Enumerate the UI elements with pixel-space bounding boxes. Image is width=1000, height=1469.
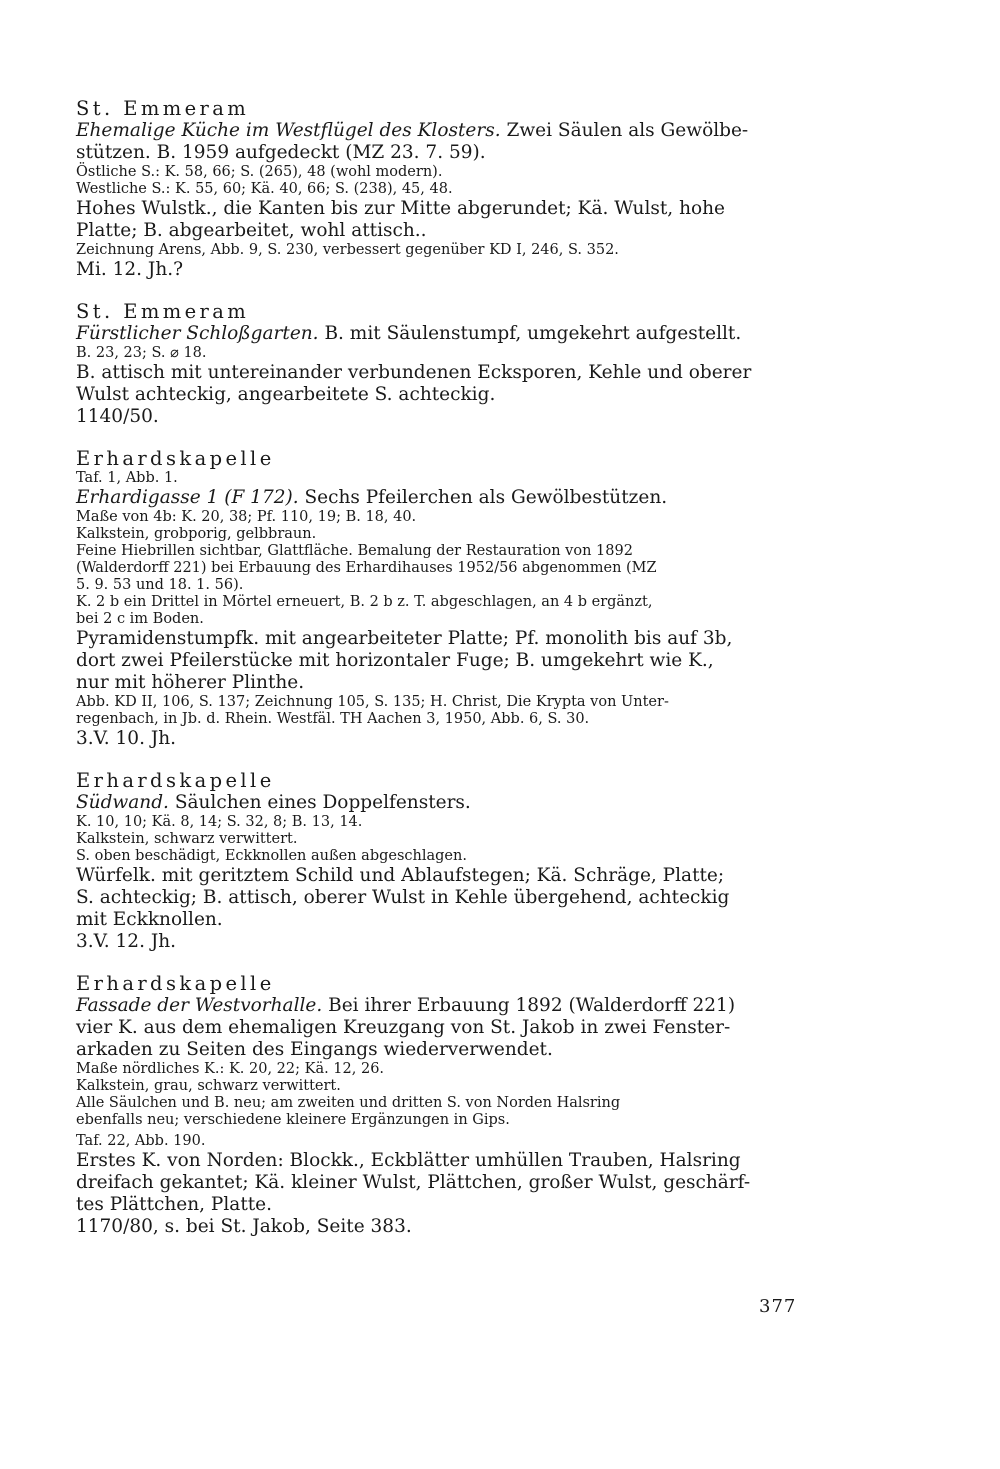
entry-detail-line <box>76 1061 796 1078</box>
entry-text: Sechs Pfeilerchen als Gewölbestützen. <box>298 487 668 508</box>
page-number: 377 <box>759 1296 797 1317</box>
entry-description-line <box>76 1150 796 1172</box>
entry-text: Maße von 4b: K. 20, 38; Pf. 110, 19; B. 18, 40. <box>76 509 417 525</box>
entry-detail-line <box>76 164 796 181</box>
entry-description-line <box>76 406 796 428</box>
entry-detail-line <box>76 526 796 543</box>
entry-text: Erstes K. von Norden: Blockk., Eckblätter umhüllen Trauben, Halsring <box>76 1150 741 1171</box>
entry-text: Zwei Säulen als Gewölbe- <box>500 120 749 141</box>
entry-detail-line <box>76 509 796 526</box>
entry-description-line <box>76 1017 796 1039</box>
entry-detail-line <box>76 470 796 487</box>
entry-text: Platte; B. abgearbeitet, wohl attisch.. <box>76 220 427 241</box>
entry-text: stützen. B. 1959 aufgedeckt (MZ 23. 7. 59). <box>76 142 486 163</box>
entry-description-line <box>76 728 796 750</box>
entry-text: dreifach gekantet; Kä. kleiner Wulst, Plättchen, großer Wulst, geschärf- <box>76 1172 751 1193</box>
catalog-entry <box>76 301 796 428</box>
entry-text: vier K. aus dem ehemaligen Kreuzgang von St. Jakob in zwei Fenster- <box>76 1017 731 1038</box>
entry-description-line <box>76 1172 796 1194</box>
entry-detail-line <box>76 1078 796 1095</box>
entry-object-title: Fürstlicher Schloßgarten. <box>76 323 319 344</box>
entry-text: Kalkstein, schwarz verwittert. <box>76 831 298 847</box>
entry-text: tes Plättchen, Platte. <box>76 1194 273 1215</box>
entry-detail-line <box>76 694 796 711</box>
entry-description-line <box>76 995 796 1017</box>
entry-text: Säulchen eines Doppelfensters. <box>168 792 471 813</box>
entry-description-line <box>76 1194 796 1216</box>
entry-text: B. mit Säulenstumpf, umgekehrt aufgestellt. <box>318 323 742 344</box>
entry-detail-line <box>76 814 796 831</box>
entry-description-line <box>76 487 796 509</box>
entry-text: 1140/50. <box>76 406 159 427</box>
entry-text: 3.V. 10. Jh. <box>76 728 177 749</box>
entry-location-heading: St. Emmeram <box>76 97 250 120</box>
entry-detail-line <box>76 560 796 577</box>
catalog-entry <box>76 448 796 750</box>
entry-description-line <box>76 650 796 672</box>
entry-description-line <box>76 672 796 694</box>
entry-description-line <box>76 931 796 953</box>
entry-text: nur mit höherer Plinthe. <box>76 672 305 693</box>
entry-text: Taf. 1, Abb. 1. <box>76 470 178 486</box>
entry-text: mit Eckknollen. <box>76 909 223 930</box>
entry-description-line <box>76 865 796 887</box>
entry-text: Abb. KD II, 106, S. 137; Zeichnung 105, S. 135; H. Christ, Die Krypta von Unter- <box>76 694 669 710</box>
entry-object-title: Fassade der Westvorhalle. <box>76 995 323 1016</box>
entry-detail-line <box>76 1095 796 1112</box>
entry-detail-line <box>76 181 796 198</box>
entry-description-line <box>76 198 796 220</box>
entry-text: K. 10, 10; Kä. 8, 14; S. 32, 8; B. 13, 14. <box>76 814 363 830</box>
entry-text: bei 2 c im Boden. <box>76 611 204 627</box>
entry-text: Taf. 22, Abb. 190. <box>76 1133 206 1149</box>
entry-text: Feine Hiebrillen sichtbar, Glattfläche. Bemalung der Restauration von 1892 <box>76 543 633 559</box>
entry-text: Kalkstein, grobporig, gelbbraun. <box>76 526 317 542</box>
entry-text: Wulst achteckig, angearbeitete S. achteckig. <box>76 384 496 405</box>
entry-description-line <box>76 220 796 242</box>
entry-description-line <box>76 1216 796 1238</box>
entry-detail-line <box>76 831 796 848</box>
entry-detail-line <box>76 345 796 362</box>
catalog-entry <box>76 770 796 953</box>
entry-object-title: Südwand. <box>76 792 169 813</box>
entry-description-line <box>76 1039 796 1061</box>
entry-text: K. 2 b ein Drittel in Mörtel erneuert, B. 2 b z. T. abgeschlagen, an 4 b ergänzt, <box>76 594 653 610</box>
entry-description-line <box>76 792 796 814</box>
entry-location-heading: Erhardskapelle <box>76 769 275 792</box>
entry-text: dort zwei Pfeilerstücke mit horizontaler Fuge; B. umgekehrt wie K., <box>76 650 714 671</box>
entry-text: arkaden zu Seiten des Eingangs wiederverwendet. <box>76 1039 553 1060</box>
entry-detail-line <box>76 242 796 259</box>
entry-location-heading: Erhardskapelle <box>76 972 275 995</box>
entry-location-heading: St. Emmeram <box>76 300 250 323</box>
entry-text: Würfelk. mit geritztem Schild und Ablaufstegen; Kä. Schräge, Platte; <box>76 865 725 886</box>
entry-text: 1170/80, s. bei St. Jakob, Seite 383. <box>76 1216 412 1237</box>
catalog-entry <box>76 973 796 1238</box>
entry-text: Bei ihrer Erbauung 1892 (Walderdorff 221) <box>322 995 736 1016</box>
entry-description-line <box>76 909 796 931</box>
entry-description-line <box>76 384 796 406</box>
entry-text: Zeichnung Arens, Abb. 9, S. 230, verbessert gegenüber KD I, 246, S. 352. <box>76 242 619 258</box>
entry-text: Mi. 12. Jh.? <box>76 259 184 280</box>
entry-object-title: Erhardigasse 1 (F 172). <box>76 487 299 508</box>
entry-text: ebenfalls neu; verschiedene kleinere Ergänzungen in Gips. <box>76 1112 510 1128</box>
entry-detail-line <box>76 711 796 728</box>
entry-detail-line <box>76 1133 796 1150</box>
entry-description-line <box>76 259 796 281</box>
entry-description-line <box>76 323 796 345</box>
entry-text: Maße nördliches K.: K. 20, 22; Kä. 12, 26. <box>76 1061 385 1077</box>
entry-text: Westliche S.: K. 55, 60; Kä. 40, 66; S. (238), 45, 48. <box>76 181 453 197</box>
entry-location-heading: Erhardskapelle <box>76 447 275 470</box>
entry-text: S. achteckig; B. attisch, oberer Wulst in Kehle übergehend, achteckig <box>76 887 730 908</box>
entry-text: Östliche S.: K. 58, 66; S. (265), 48 (wohl modern). <box>76 164 443 180</box>
entry-text: B. 23, 23; S. ⌀ 18. <box>76 345 207 361</box>
entry-text: Hohes Wulstk., die Kanten bis zur Mitte abgerundet; Kä. Wulst, hohe <box>76 198 725 219</box>
catalog-entries <box>76 98 796 1238</box>
entry-description-line <box>76 362 796 384</box>
entry-description-line <box>76 628 796 650</box>
entry-text: 3.V. 12. Jh. <box>76 931 177 952</box>
entry-description-line <box>76 142 796 164</box>
entry-detail-line <box>76 1112 796 1129</box>
entry-detail-line <box>76 594 796 611</box>
entry-text: 5. 9. 53 und 18. 1. 56). <box>76 577 244 593</box>
entry-text: Alle Säulchen und B. neu; am zweiten und dritten S. von Norden Halsring <box>76 1095 621 1111</box>
catalog-entry <box>76 98 796 281</box>
entry-detail-line <box>76 611 796 628</box>
entry-text: Kalkstein, grau, schwarz verwittert. <box>76 1078 341 1094</box>
entry-text: regenbach, in Jb. d. Rhein. Westfäl. TH Aachen 3, 1950, Abb. 6, S. 30. <box>76 711 590 727</box>
entry-text: B. attisch mit untereinander verbundenen Ecksporen, Kehle und oberer <box>76 362 752 383</box>
page-body <box>76 98 796 1258</box>
entry-text: Pyramidenstumpfk. mit angearbeiteter Platte; Pf. monolith bis auf 3b, <box>76 628 733 649</box>
entry-detail-line <box>76 543 796 560</box>
entry-detail-line <box>76 577 796 594</box>
entry-description-line <box>76 120 796 142</box>
entry-object-title: Ehemalige Küche im Westflügel des Klosters. <box>76 120 501 141</box>
entry-description-line <box>76 887 796 909</box>
entry-detail-line <box>76 848 796 865</box>
entry-text: (Walderdorff 221) bei Erbauung des Erhardihauses 1952/56 abgenommen (MZ <box>76 560 657 576</box>
entry-text: S. oben beschädigt, Eckknollen außen abgeschlagen. <box>76 848 467 864</box>
